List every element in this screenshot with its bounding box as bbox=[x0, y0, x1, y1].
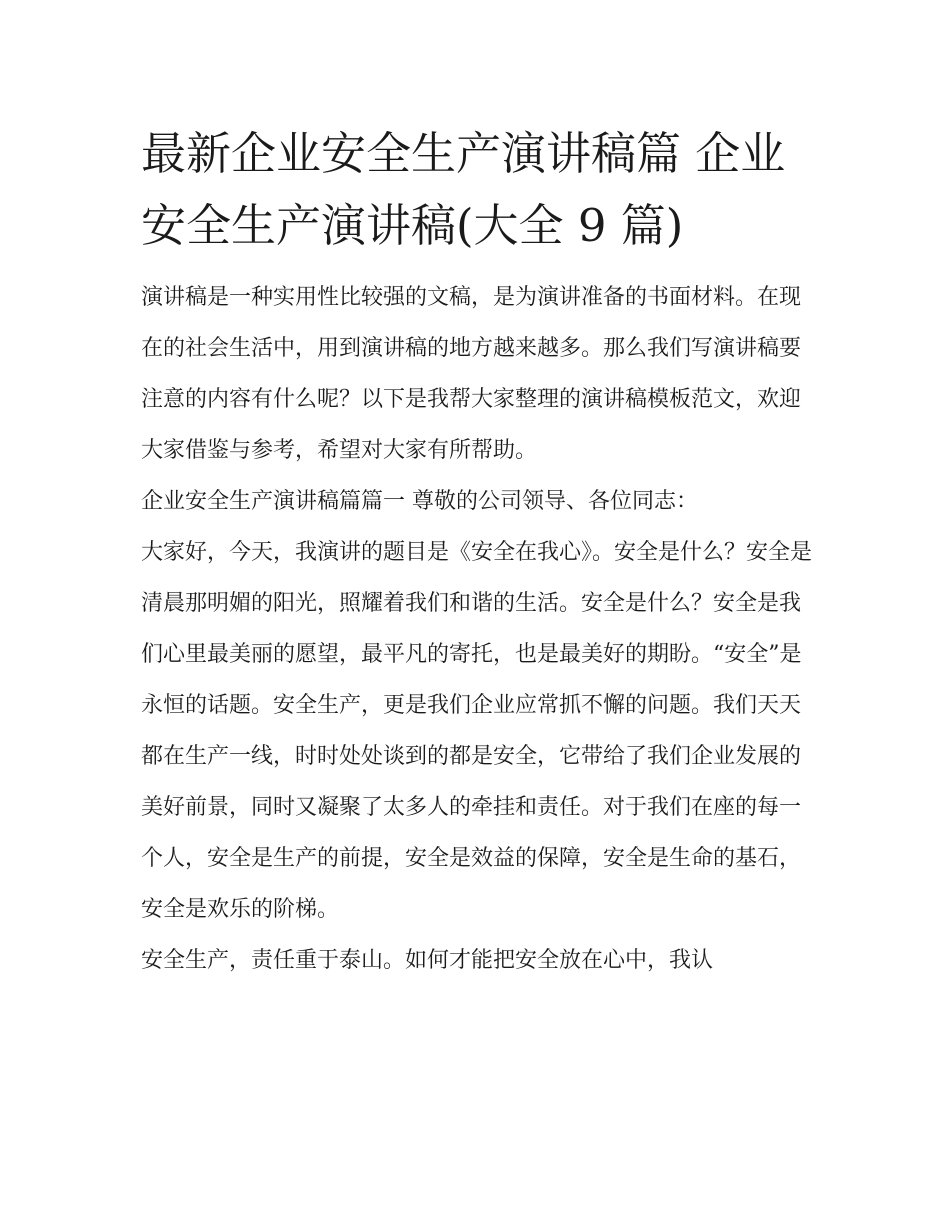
paragraph-section-heading: 企业安全生产演讲稿篇篇一 尊敬的公司领导、各位同志： bbox=[141, 489, 698, 514]
document-page bbox=[141, 118, 816, 986]
paragraph-intro: 演讲稿是一种实用性比较强的文稿，是为演讲准备的书面材料。在现在的社会生活中，用到演讲稿的地方越来越多。那么我们写演讲稿要注意的内容有什么呢？以下是我帮大家整理的演讲稿模板范文，欢迎大家借鉴与参考，希望对大家有所帮助。 bbox=[141, 285, 802, 463]
paragraph-continued: 安全生产，责任重于泰山。如何才能把安全放在心中，我认 bbox=[141, 948, 714, 973]
document-title: 最新企业安全生产演讲稿篇 企业安全生产演讲稿(大全 9 篇) bbox=[141, 127, 786, 252]
paragraph-body: 大家好，今天，我演讲的题目是《安全在我心》。安全是什么？安全是清晨那明媚的阳光，照耀着我们和谐的生活。安全是什么？安全是我们心里最美丽的愿望，最平凡的寄托，也是最美好的期盼。“安全”是永恒的话题。安全生产，更是我们企业应常抓不懈的问题。我们天天都在生产一线，时时处处谈到的都是安全，它带给了我们企业发展的美好前景，同时又凝聚了太多人的牵挂和责任。对于我们在座的每一个人，安全是生产的前提，安全是效益的保障，安全是生命的基石，安全是欢乐的阶梯。 bbox=[141, 540, 813, 922]
